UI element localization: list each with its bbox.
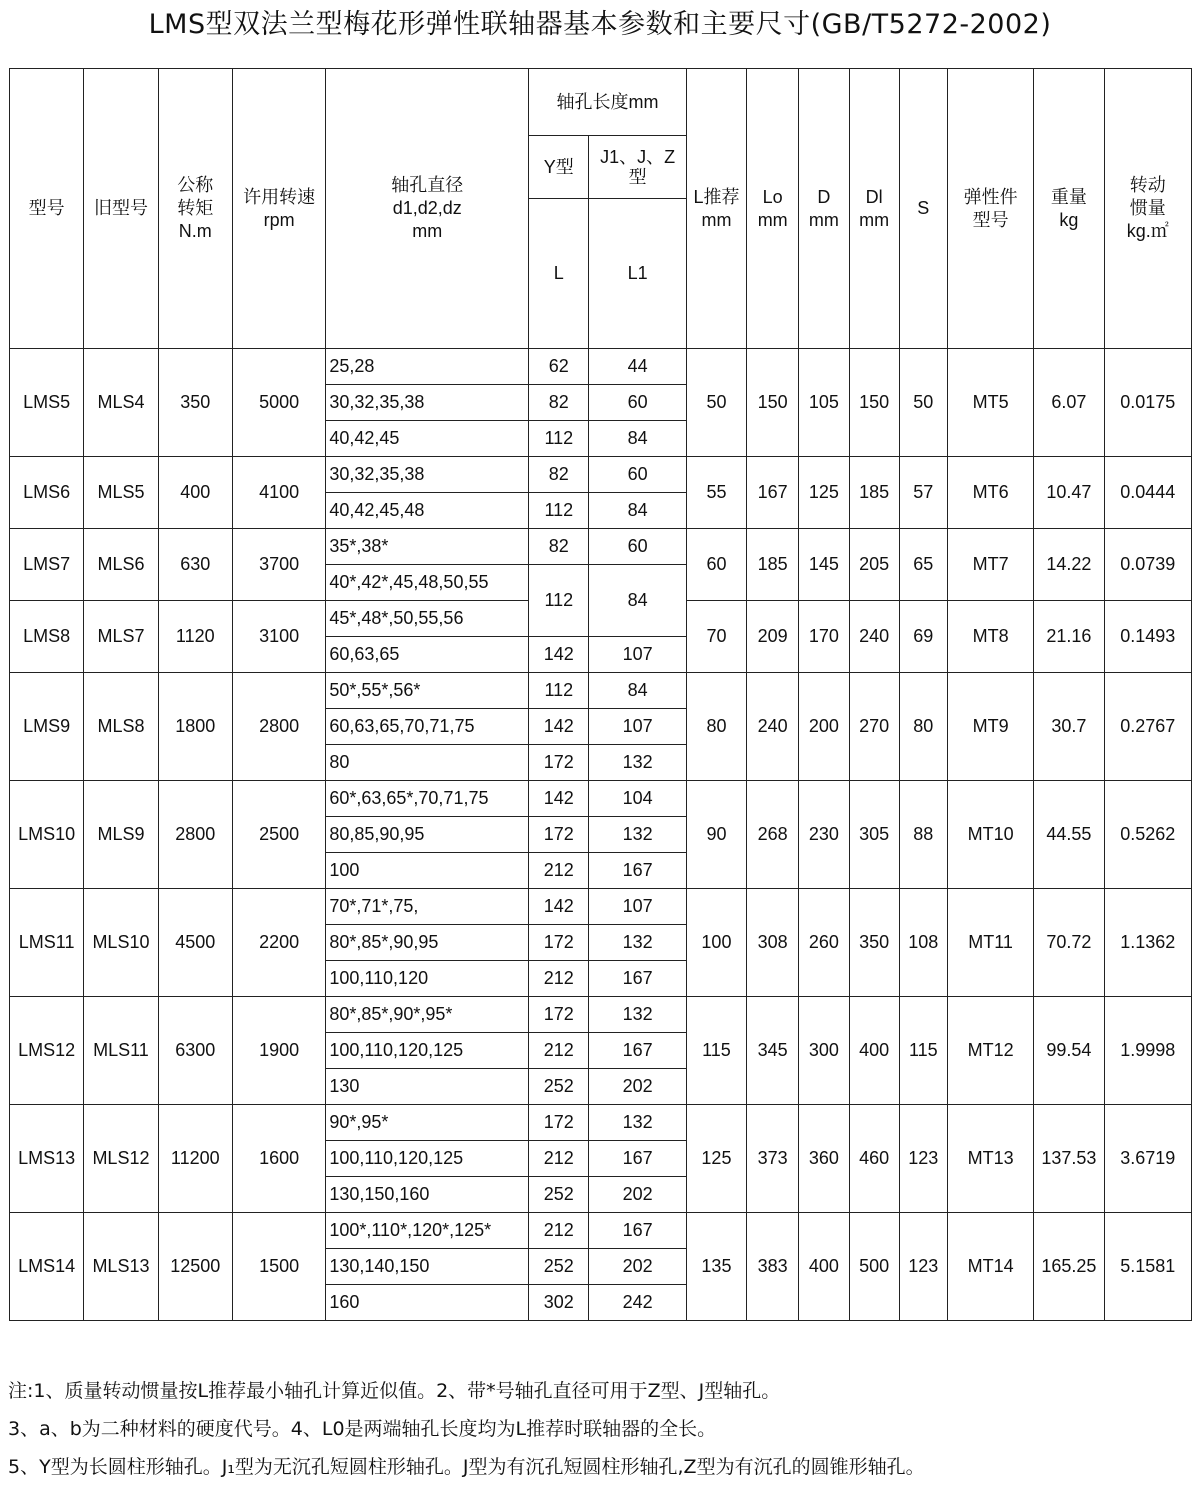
- j-length-cell: 107: [589, 709, 686, 745]
- d-cell: 170: [799, 601, 849, 673]
- s-cell: 57: [899, 457, 947, 529]
- l-recommended-cell: 70: [686, 601, 746, 673]
- y-length-cell: 82: [529, 385, 589, 421]
- bore-diameter-cell: 80*,85*,90*,95*: [326, 997, 529, 1033]
- y-length-cell: 142: [529, 889, 589, 925]
- elastic-model-cell: MT10: [947, 781, 1033, 889]
- bore-diameter-cell: 130,150,160: [326, 1177, 529, 1213]
- model-cell: LMS8: [10, 601, 84, 673]
- old-model-cell: MLS4: [84, 349, 158, 457]
- y-length-cell: 252: [529, 1249, 589, 1285]
- l-recommended-cell: 55: [686, 457, 746, 529]
- d-cell: 360: [799, 1105, 849, 1213]
- d-cell: 145: [799, 529, 849, 601]
- old-model-cell: MLS10: [84, 889, 158, 997]
- j-length-cell: 202: [589, 1069, 686, 1105]
- header-bore-length: 轴孔长度mm: [529, 69, 687, 136]
- notes: [8, 1372, 1193, 1486]
- l-recommended-cell: 100: [686, 889, 746, 997]
- j-length-cell: 44: [589, 349, 686, 385]
- weight-cell: 70.72: [1034, 889, 1104, 997]
- speed-cell: 2500: [232, 781, 325, 889]
- header-speed: 许用转速 rpm: [232, 69, 325, 349]
- d-cell: 260: [799, 889, 849, 997]
- model-cell: LMS9: [10, 673, 84, 781]
- j-length-cell: 202: [589, 1249, 686, 1285]
- torque-cell: 11200: [158, 1105, 232, 1213]
- speed-cell: 5000: [232, 349, 325, 457]
- table-row: [10, 529, 1192, 565]
- header-torque: 公称 转矩 N.m: [158, 69, 232, 349]
- l-recommended-cell: 125: [686, 1105, 746, 1213]
- weight-cell: 137.53: [1034, 1105, 1104, 1213]
- l-recommended-cell: 115: [686, 997, 746, 1105]
- old-model-cell: MLS5: [84, 457, 158, 529]
- bore-diameter-cell: 30,32,35,38: [326, 385, 529, 421]
- old-model-cell: MLS13: [84, 1213, 158, 1321]
- s-cell: 108: [899, 889, 947, 997]
- speed-cell: 1900: [232, 997, 325, 1105]
- model-cell: LMS6: [10, 457, 84, 529]
- weight-cell: 30.7: [1034, 673, 1104, 781]
- y-length-cell: 142: [529, 637, 589, 673]
- torque-cell: 400: [158, 457, 232, 529]
- weight-cell: 165.25: [1034, 1213, 1104, 1321]
- header-s: S: [899, 69, 947, 349]
- j-length-cell: 84: [589, 493, 686, 529]
- s-cell: 115: [899, 997, 947, 1105]
- model-cell: LMS13: [10, 1105, 84, 1213]
- y-length-cell: 172: [529, 745, 589, 781]
- torque-cell: 350: [158, 349, 232, 457]
- model-cell: LMS10: [10, 781, 84, 889]
- header-inertia: 转动 惯量 kg.㎡: [1104, 69, 1191, 349]
- y-length-cell: 112: [529, 565, 589, 637]
- torque-cell: 12500: [158, 1213, 232, 1321]
- speed-cell: 3100: [232, 601, 325, 673]
- weight-cell: 14.22: [1034, 529, 1104, 601]
- inertia-cell: 0.1493: [1104, 601, 1191, 673]
- s-cell: 65: [899, 529, 947, 601]
- torque-cell: 1120: [158, 601, 232, 673]
- header-l: L: [529, 199, 589, 349]
- weight-cell: 99.54: [1034, 997, 1104, 1105]
- d1-cell: 500: [849, 1213, 899, 1321]
- d1-cell: 350: [849, 889, 899, 997]
- bore-diameter-cell: 80: [326, 745, 529, 781]
- y-length-cell: 112: [529, 493, 589, 529]
- j-length-cell: 60: [589, 529, 686, 565]
- bore-diameter-cell: 40,42,45: [326, 421, 529, 457]
- page-title: LMS型双法兰型梅花形弹性联轴器基本参数和主要尺寸(GB/T5272-2002): [148, 9, 1052, 40]
- y-length-cell: 172: [529, 817, 589, 853]
- bore-diameter-cell: 130: [326, 1069, 529, 1105]
- d-cell: 400: [799, 1213, 849, 1321]
- l0-cell: 185: [747, 529, 799, 601]
- s-cell: 88: [899, 781, 947, 889]
- y-length-cell: 212: [529, 961, 589, 997]
- weight-cell: 6.07: [1034, 349, 1104, 457]
- weight-cell: 44.55: [1034, 781, 1104, 889]
- l0-cell: 383: [747, 1213, 799, 1321]
- bore-diameter-cell: 45*,48*,50,55,56: [326, 601, 529, 637]
- y-length-cell: 212: [529, 1141, 589, 1177]
- table-row: [10, 1213, 1192, 1249]
- spec-table: [9, 68, 1192, 1321]
- header-l1: L1: [589, 199, 686, 349]
- j-length-cell: 167: [589, 1213, 686, 1249]
- y-length-cell: 142: [529, 709, 589, 745]
- d1-cell: 150: [849, 349, 899, 457]
- j-length-cell: 107: [589, 889, 686, 925]
- old-model-cell: MLS6: [84, 529, 158, 601]
- y-length-cell: 212: [529, 1033, 589, 1069]
- j-length-cell: 84: [589, 421, 686, 457]
- j-length-cell: 104: [589, 781, 686, 817]
- inertia-cell: 3.6719: [1104, 1105, 1191, 1213]
- old-model-cell: MLS12: [84, 1105, 158, 1213]
- bore-diameter-cell: 50*,55*,56*: [326, 673, 529, 709]
- d1-cell: 185: [849, 457, 899, 529]
- model-cell: LMS7: [10, 529, 84, 601]
- y-length-cell: 112: [529, 673, 589, 709]
- j-length-cell: 132: [589, 925, 686, 961]
- bore-diameter-cell: 100: [326, 853, 529, 889]
- note-line: 注:1、质量转动惯量按L推荐最小轴孔计算近似值。2、带*号轴孔直径可用于Z型、J型轴孔。: [8, 1380, 781, 1402]
- y-length-cell: 252: [529, 1177, 589, 1213]
- header-d: D mm: [799, 69, 849, 349]
- weight-cell: 10.47: [1034, 457, 1104, 529]
- torque-cell: 1800: [158, 673, 232, 781]
- model-cell: LMS11: [10, 889, 84, 997]
- j-length-cell: 167: [589, 961, 686, 997]
- note-line: 3、a、b为二种材料的硬度代号。4、L0是两端轴孔长度均为L推荐时联轴器的全长。: [8, 1418, 717, 1440]
- note-line: 5、Y型为长圆柱形轴孔。J₁型为无沉孔短圆柱形轴孔。J型为有沉孔短圆柱形轴孔,Z型为有沉孔的圆锥形轴孔。: [8, 1456, 925, 1478]
- j-length-cell: 60: [589, 385, 686, 421]
- l-recommended-cell: 135: [686, 1213, 746, 1321]
- s-cell: 50: [899, 349, 947, 457]
- j-length-cell: 167: [589, 1033, 686, 1069]
- y-length-cell: 172: [529, 925, 589, 961]
- table-row: [10, 781, 1192, 817]
- table-header: [10, 69, 1192, 349]
- table-body: [10, 349, 1192, 1321]
- torque-cell: 6300: [158, 997, 232, 1105]
- bore-diameter-cell: 160: [326, 1285, 529, 1321]
- elastic-model-cell: MT12: [947, 997, 1033, 1105]
- inertia-cell: 0.5262: [1104, 781, 1191, 889]
- table-row: [10, 997, 1192, 1033]
- d1-cell: 205: [849, 529, 899, 601]
- y-length-cell: 302: [529, 1285, 589, 1321]
- s-cell: 123: [899, 1213, 947, 1321]
- torque-cell: 4500: [158, 889, 232, 997]
- l0-cell: 209: [747, 601, 799, 673]
- l-recommended-cell: 80: [686, 673, 746, 781]
- old-model-cell: MLS9: [84, 781, 158, 889]
- d-cell: 105: [799, 349, 849, 457]
- elastic-model-cell: MT13: [947, 1105, 1033, 1213]
- header-elastic-model: 弹性件 型号: [947, 69, 1033, 349]
- j-length-cell: 132: [589, 1105, 686, 1141]
- j-length-cell: 167: [589, 853, 686, 889]
- s-cell: 69: [899, 601, 947, 673]
- table-row: [10, 1105, 1192, 1141]
- j-length-cell: 84: [589, 565, 686, 637]
- bore-diameter-cell: 100,110,120: [326, 961, 529, 997]
- bore-diameter-cell: 90*,95*: [326, 1105, 529, 1141]
- inertia-cell: 0.0175: [1104, 349, 1191, 457]
- l0-cell: 268: [747, 781, 799, 889]
- bore-diameter-cell: 60,63,65: [326, 637, 529, 673]
- y-length-cell: 252: [529, 1069, 589, 1105]
- bore-diameter-cell: 80,85,90,95: [326, 817, 529, 853]
- model-cell: LMS12: [10, 997, 84, 1105]
- bore-diameter-cell: 130,140,150: [326, 1249, 529, 1285]
- old-model-cell: MLS8: [84, 673, 158, 781]
- j-length-cell: 84: [589, 673, 686, 709]
- speed-cell: 4100: [232, 457, 325, 529]
- y-length-cell: 142: [529, 781, 589, 817]
- bore-diameter-cell: 25,28: [326, 349, 529, 385]
- bore-diameter-cell: 70*,71*,75,: [326, 889, 529, 925]
- l0-cell: 150: [747, 349, 799, 457]
- table-row: [10, 673, 1192, 709]
- s-cell: 80: [899, 673, 947, 781]
- l0-cell: 345: [747, 997, 799, 1105]
- header-weight: 重量 kg: [1034, 69, 1104, 349]
- table-row: [10, 349, 1192, 385]
- speed-cell: 1500: [232, 1213, 325, 1321]
- y-length-cell: 212: [529, 1213, 589, 1249]
- elastic-model-cell: MT8: [947, 601, 1033, 673]
- j-length-cell: 167: [589, 1141, 686, 1177]
- d1-cell: 270: [849, 673, 899, 781]
- l-recommended-cell: 50: [686, 349, 746, 457]
- d1-cell: 400: [849, 997, 899, 1105]
- y-length-cell: 82: [529, 457, 589, 493]
- y-length-cell: 212: [529, 853, 589, 889]
- d-cell: 300: [799, 997, 849, 1105]
- j-length-cell: 132: [589, 997, 686, 1033]
- bore-diameter-cell: 40*,42*,45,48,50,55: [326, 565, 529, 601]
- header-y-type: Y型: [529, 136, 589, 199]
- j-length-cell: 107: [589, 637, 686, 673]
- j-length-cell: 242: [589, 1285, 686, 1321]
- old-model-cell: MLS11: [84, 997, 158, 1105]
- table-row: [10, 889, 1192, 925]
- speed-cell: 1600: [232, 1105, 325, 1213]
- y-length-cell: 112: [529, 421, 589, 457]
- d1-cell: 240: [849, 601, 899, 673]
- elastic-model-cell: MT6: [947, 457, 1033, 529]
- bore-diameter-cell: 80*,85*,90,95: [326, 925, 529, 961]
- bore-diameter-cell: 40,42,45,48: [326, 493, 529, 529]
- bore-diameter-cell: 100*,110*,120*,125*: [326, 1213, 529, 1249]
- table-row: [10, 457, 1192, 493]
- bore-diameter-cell: 100,110,120,125: [326, 1141, 529, 1177]
- header-model: 型号: [10, 69, 84, 349]
- bore-diameter-cell: 30,32,35,38: [326, 457, 529, 493]
- y-length-cell: 62: [529, 349, 589, 385]
- inertia-cell: 0.2767: [1104, 673, 1191, 781]
- j-length-cell: 132: [589, 745, 686, 781]
- l-recommended-cell: 90: [686, 781, 746, 889]
- model-cell: LMS14: [10, 1213, 84, 1321]
- inertia-cell: 1.9998: [1104, 997, 1191, 1105]
- header-diameter: 轴孔直径 d1,d2,dz mm: [326, 69, 529, 349]
- elastic-model-cell: MT7: [947, 529, 1033, 601]
- s-cell: 123: [899, 1105, 947, 1213]
- d-cell: 200: [799, 673, 849, 781]
- bore-diameter-cell: 60*,63,65*,70,71,75: [326, 781, 529, 817]
- l0-cell: 167: [747, 457, 799, 529]
- inertia-cell: 1.1362: [1104, 889, 1191, 997]
- y-length-cell: 172: [529, 997, 589, 1033]
- speed-cell: 2800: [232, 673, 325, 781]
- speed-cell: 3700: [232, 529, 325, 601]
- torque-cell: 2800: [158, 781, 232, 889]
- d1-cell: 305: [849, 781, 899, 889]
- l0-cell: 373: [747, 1105, 799, 1213]
- header-old-model: 旧型号: [84, 69, 158, 349]
- header-l-recommended: L推荐 mm: [686, 69, 746, 349]
- d-cell: 125: [799, 457, 849, 529]
- header-l0: Lo mm: [747, 69, 799, 349]
- j-length-cell: 60: [589, 457, 686, 493]
- l0-cell: 308: [747, 889, 799, 997]
- elastic-model-cell: MT5: [947, 349, 1033, 457]
- bore-diameter-cell: 35*,38*: [326, 529, 529, 565]
- torque-cell: 630: [158, 529, 232, 601]
- elastic-model-cell: MT11: [947, 889, 1033, 997]
- inertia-cell: 0.0444: [1104, 457, 1191, 529]
- bore-diameter-cell: 60,63,65,70,71,75: [326, 709, 529, 745]
- y-length-cell: 172: [529, 1105, 589, 1141]
- header-d1: Dl mm: [849, 69, 899, 349]
- j-length-cell: 202: [589, 1177, 686, 1213]
- weight-cell: 21.16: [1034, 601, 1104, 673]
- inertia-cell: 5.1581: [1104, 1213, 1191, 1321]
- y-length-cell: 82: [529, 529, 589, 565]
- d-cell: 230: [799, 781, 849, 889]
- old-model-cell: MLS7: [84, 601, 158, 673]
- elastic-model-cell: MT14: [947, 1213, 1033, 1321]
- j-length-cell: 132: [589, 817, 686, 853]
- header-j-type: J1、J、Z 型: [589, 136, 686, 199]
- bore-diameter-cell: 100,110,120,125: [326, 1033, 529, 1069]
- l-recommended-cell: 60: [686, 529, 746, 601]
- model-cell: LMS5: [10, 349, 84, 457]
- d1-cell: 460: [849, 1105, 899, 1213]
- speed-cell: 2200: [232, 889, 325, 997]
- l0-cell: 240: [747, 673, 799, 781]
- elastic-model-cell: MT9: [947, 673, 1033, 781]
- inertia-cell: 0.0739: [1104, 529, 1191, 601]
